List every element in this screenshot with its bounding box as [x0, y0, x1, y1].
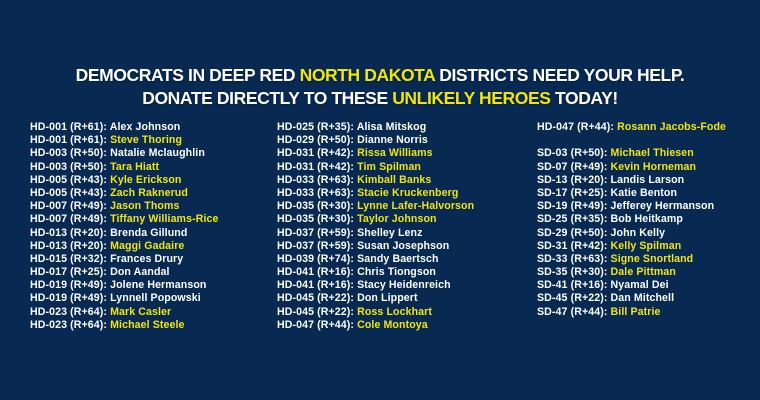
candidate-name: Rosann Jacobs-Fode	[617, 121, 727, 133]
candidate-name: Zach Raknerud	[110, 186, 188, 199]
candidate-row	[537, 266, 726, 279]
district-rating-label: HD-005 (R+43):	[30, 186, 111, 199]
district-rating-label: SD-47 (R+44):	[537, 305, 611, 318]
headline-line1-text-end: DISTRICTS NEED YOUR HELP.	[434, 65, 685, 85]
candidate-name: Shelley Lenz	[357, 226, 423, 239]
district-rating-label: HD-033 (R+63):	[277, 186, 358, 199]
candidate-row	[537, 240, 726, 253]
candidate-name: Tiffany Williams-Rice	[110, 213, 219, 226]
candidate-name: Landis Larson	[610, 173, 685, 186]
district-rating-label: HD-015 (R+32):	[30, 252, 111, 265]
candidate-row	[537, 213, 726, 226]
candidate-name: Kyle Erickson	[110, 173, 182, 186]
candidate-row	[277, 266, 474, 279]
candidate-name: Jason Thoms	[110, 200, 180, 213]
district-rating-label: SD-07 (R+49):	[537, 160, 611, 173]
district-rating-label: HD-033 (R+63):	[277, 173, 358, 186]
district-rating-label: HD-041 (R+16):	[277, 279, 358, 292]
candidate-row	[537, 200, 726, 213]
headline-line1-text: DEMOCRATS IN DEEP RED	[75, 65, 300, 85]
candidate-name: Stacy Heidenreich	[357, 279, 451, 292]
candidate-name: Dianne Norris	[357, 134, 428, 147]
district-rating-label: HD-013 (R+20):	[30, 226, 111, 239]
district-rating-label: HD-041 (R+16):	[277, 266, 358, 279]
candidate-row	[277, 292, 474, 305]
candidate-row	[30, 187, 218, 200]
candidate-row	[277, 121, 474, 134]
candidate-name: Maggi Gadaire	[110, 239, 185, 252]
candidate-row	[277, 134, 474, 147]
candidate-name: Tim Spilman	[357, 160, 422, 173]
district-rating-label: HD-031 (R+42):	[277, 147, 358, 160]
district-rating-label: HD-023 (R+64):	[30, 305, 111, 318]
candidate-row	[30, 306, 218, 319]
district-rating-label: HD-037 (R+59):	[277, 239, 358, 252]
district-rating-label: HD-047 (R+44):	[537, 121, 618, 133]
candidate-row	[277, 174, 474, 187]
candidate-name: Tara Hiatt	[110, 160, 160, 173]
candidate-name: Dan Mitchell	[610, 292, 675, 305]
district-rating-label: SD-19 (R+49):	[537, 200, 611, 213]
candidate-name: Nyamal Dei	[610, 279, 669, 292]
candidate-row	[537, 121, 726, 134]
candidate-row	[277, 147, 474, 160]
candidate-name: Natalie Mclaughlin	[110, 147, 205, 160]
candidate-name: Don Aandal	[110, 266, 170, 279]
candidate-row	[30, 213, 218, 226]
candidate-name: Susan Josephson	[357, 239, 450, 252]
candidate-row	[277, 213, 474, 226]
district-rating-label: HD-007 (R+49):	[30, 200, 111, 213]
candidate-row	[277, 279, 474, 292]
candidate-row	[277, 187, 474, 200]
candidate-name: Jefferey Hermanson	[610, 200, 715, 213]
district-rating-label: HD-037 (R+59):	[277, 226, 358, 239]
candidate-name: Taylor Johnson	[357, 213, 437, 226]
candidate-name: Kimball Banks	[357, 173, 432, 186]
candidate-name: Bob Heitkamp	[610, 213, 683, 226]
candidate-name: Brenda Gillund	[110, 226, 188, 239]
headline-line2	[0, 87, 760, 110]
district-rating-label: SD-35 (R+30):	[537, 266, 611, 279]
candidate-row	[537, 279, 726, 292]
candidate-name: Michael Steele	[110, 318, 185, 331]
candidate-row	[277, 306, 474, 319]
district-rating-label: HD-003 (R+50):	[30, 160, 111, 173]
district-rating-label: HD-039 (R+74):	[277, 252, 358, 265]
candidate-row	[537, 292, 726, 305]
candidate-column-house-1	[30, 121, 218, 332]
candidate-row	[537, 227, 726, 240]
candidate-row	[537, 174, 726, 187]
candidate-name: Michael Thiesen	[610, 147, 694, 160]
district-rating-label: HD-003 (R+50):	[30, 147, 111, 160]
candidate-row	[30, 161, 218, 174]
candidate-row	[30, 147, 218, 160]
candidate-row	[277, 227, 474, 240]
district-rating-label: SD-31 (R+42):	[537, 239, 611, 252]
headline-line2-text: DONATE DIRECTLY TO THESE	[142, 88, 393, 108]
candidate-row	[30, 292, 218, 305]
district-rating-label: SD-29 (R+50):	[537, 226, 611, 239]
candidate-name: Chris Tiongson	[357, 266, 437, 279]
candidate-name: Lynne Lafer-Halvorson	[357, 200, 475, 213]
district-rating-label: HD-017 (R+25):	[30, 266, 111, 279]
candidate-name: Jolene Hermanson	[110, 279, 207, 292]
headline-line2-highlight: UNLIKELY HEROES	[392, 88, 551, 108]
candidate-row	[30, 227, 218, 240]
district-rating-label: SD-45 (R+22):	[537, 292, 611, 305]
district-rating-label: HD-023 (R+64):	[30, 318, 111, 331]
district-rating-label: HD-007 (R+49):	[30, 213, 111, 226]
candidate-name: Signe Snortland	[610, 252, 694, 265]
candidate-name: Frances Drury	[110, 252, 184, 265]
candidate-name: Cole Montoya	[357, 318, 428, 331]
district-rating-label: HD-019 (R+49):	[30, 292, 111, 305]
district-rating-label: HD-025 (R+35):	[277, 121, 357, 133]
candidate-row	[277, 240, 474, 253]
district-rating-label: HD-035 (R+30):	[277, 200, 358, 213]
candidate-row	[30, 279, 218, 292]
district-rating-label: SD-33 (R+63):	[537, 252, 611, 265]
district-rating-label: HD-045 (R+22):	[277, 305, 358, 318]
candidate-row	[537, 187, 726, 200]
candidate-name: Sandy Baertsch	[357, 252, 439, 265]
district-rating-label: HD-019 (R+49):	[30, 279, 111, 292]
candidate-row	[30, 319, 218, 332]
candidate-name: Mark Casler	[110, 305, 172, 318]
candidate-name: Ross Lockhart	[357, 305, 432, 318]
district-rating-label: HD-001 (R+61):	[30, 121, 110, 133]
district-rating-label: HD-031 (R+42):	[277, 160, 358, 173]
candidate-column-house-2	[277, 121, 474, 332]
candidate-row	[30, 134, 218, 147]
candidate-row	[277, 319, 474, 332]
candidate-column-house-senate	[537, 121, 726, 319]
district-rating-label: HD-001 (R+61):	[30, 134, 111, 147]
candidate-row	[537, 147, 726, 160]
district-rating-label: SD-17 (R+25):	[537, 186, 611, 199]
headline-line1	[0, 64, 760, 87]
headline-line1-highlight: NORTH DAKOTA	[299, 65, 435, 85]
district-rating-label: SD-13 (R+20):	[537, 173, 611, 186]
candidate-row	[277, 200, 474, 213]
district-rating-label: HD-013 (R+20):	[30, 239, 111, 252]
candidate-name: Stacie Kruckenberg	[357, 186, 459, 199]
candidate-row	[30, 266, 218, 279]
candidate-row	[30, 253, 218, 266]
candidate-row	[30, 121, 218, 134]
candidate-name: Alisa Mitskog	[356, 121, 427, 133]
candidate-row	[537, 161, 726, 174]
list-spacer	[537, 134, 726, 147]
candidate-name: John Kelly	[610, 226, 666, 239]
district-rating-label: SD-41 (R+16):	[537, 279, 611, 292]
candidate-row	[30, 200, 218, 213]
candidate-name: Don Lippert	[357, 292, 418, 305]
candidate-row	[30, 240, 218, 253]
candidate-name: Steve Thoring	[110, 134, 183, 147]
candidate-row	[537, 253, 726, 266]
headline-line2-text-end: TODAY!	[550, 88, 618, 108]
candidate-row	[277, 161, 474, 174]
district-rating-label: HD-035 (R+30):	[277, 213, 358, 226]
district-rating-label: HD-047 (R+44):	[277, 318, 358, 331]
district-rating-label: SD-25 (R+35):	[537, 213, 611, 226]
candidate-name: Lynnell Popowski	[110, 292, 201, 305]
candidate-name: Kelly Spilman	[610, 239, 682, 252]
candidate-name: Kevin Horneman	[610, 160, 697, 173]
candidate-name: Alex Johnson	[109, 121, 181, 133]
candidate-name: Dale Pittman	[610, 266, 676, 279]
candidate-row	[277, 253, 474, 266]
district-rating-label: HD-005 (R+43):	[30, 173, 111, 186]
headline	[0, 64, 760, 110]
district-rating-label: HD-045 (R+22):	[277, 292, 358, 305]
candidate-name: Rissa Williams	[357, 147, 433, 160]
candidate-row	[537, 306, 726, 319]
district-rating-label: HD-029 (R+50):	[277, 134, 358, 147]
district-rating-label: SD-03 (R+50):	[537, 147, 611, 160]
candidate-row	[30, 174, 218, 187]
candidate-name: Bill Patrie	[610, 305, 661, 318]
candidate-name: Katie Benton	[610, 186, 678, 199]
